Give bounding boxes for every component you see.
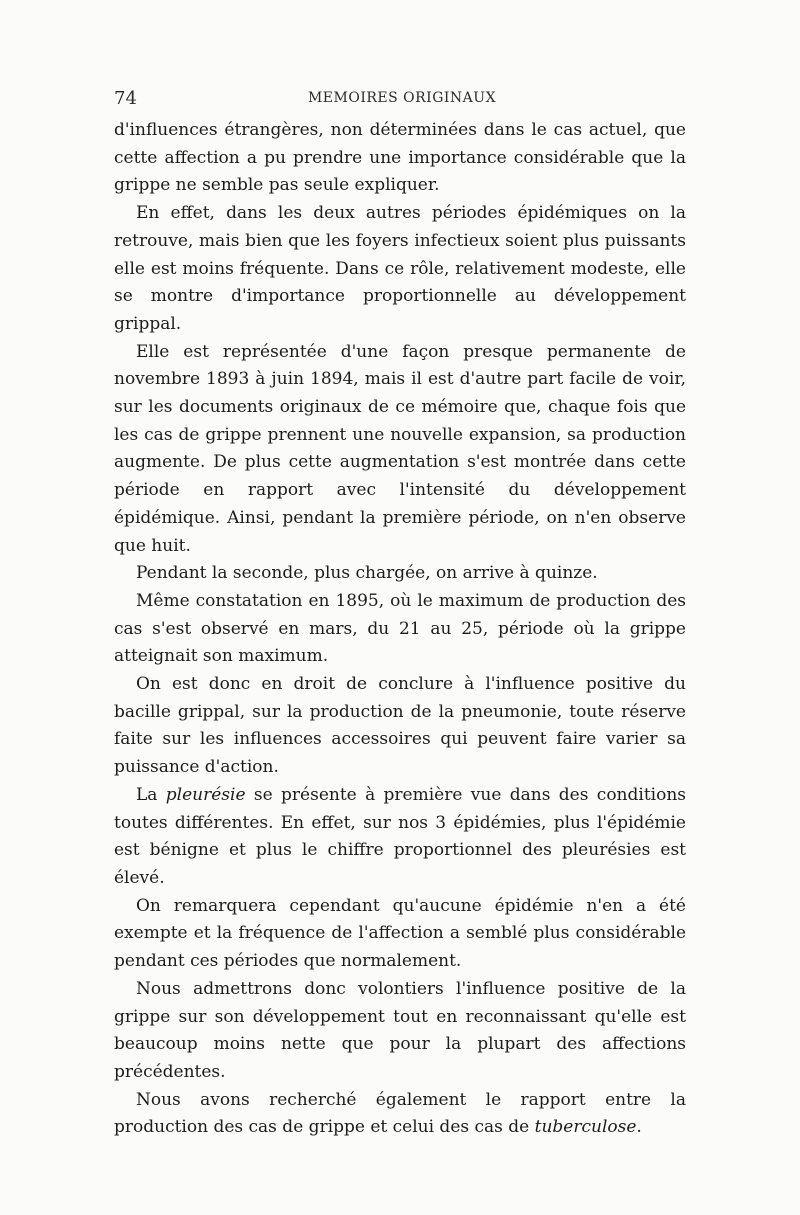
page-header (114, 88, 690, 108)
emphasis-pleuresie: pleurésie (165, 784, 246, 805)
body-text (114, 117, 686, 1142)
paragraph: Elle est représentée d'une façon presque permanente de novembre 1893 à juin 1894, mais il est d'autre part facile de voir, sur les documents originaux de ce mémoire que, chaque fois que les cas de grippe prennent une nouvelle expansion, sa production augmente. De plus cette augmentation s'est montrée dans cette période en rapport avec l'intensité du développement épidémique. Ainsi, pendant la première période, on n'en observe que huit. (114, 341, 686, 556)
paragraph: Pendant la seconde, plus chargée, on arrive à quinze. (136, 563, 598, 584)
page-number: 74 (114, 88, 137, 109)
running-title: MEMOIRES ORIGINAUX (307, 90, 497, 106)
emphasis-tuberculose: tuberculose (534, 1117, 637, 1138)
paragraph: Même constatation en 1895, où le maximum de production des cas s'est observé en mars, du 21 au 25, période où la grippe atteignait son maximum. (114, 590, 686, 667)
paragraph-rest: . (636, 1117, 642, 1138)
paragraph-lead: La (136, 784, 166, 805)
paragraph: Nous admettrons donc volontiers l'influence positive de la grippe sur son développement tout en reconnaissant qu'elle est beaucoup moins nette que pour la plupart des affections précédentes. (114, 978, 686, 1082)
paragraph-rest: se présente à première vue dans des conditions toutes différentes. En effet, sur nos 3 épidémies, plus l'épidémie est bénigne et plus le chiffre proportionnel des pleurésies est élevé. (114, 784, 687, 888)
paragraph: En effet, dans les deux autres périodes épidémiques on la retrouve, mais bien que les foyers infectieux soient plus puissants elle est moins fréquente. Dans ce rôle, relativement modeste, elle se montre d'importance proportionnelle au développement grippal. (114, 203, 686, 334)
paragraph: d'influences étrangères, non déterminées dans le cas actuel, que cette affection a pu prendre une importance considérable que la grippe ne semble pas seule expliquer. (114, 120, 686, 196)
paragraph: On remarquera cependant qu'aucune épidémie n'en a été exempte et la fréquence de l'affection a semblé plus considérable pendant ces périodes que normalement. (114, 895, 686, 972)
paragraph-lead: Nous avons recherché également le rapport entre la production des cas de grippe et celui des cas de (114, 1089, 686, 1138)
paragraph (114, 1087, 686, 1142)
paragraph: On est donc en droit de conclure à l'influence positive du bacille grippal, sur la production de la pneumonie, toute réserve faite sur les influences accessoires qui peuvent faire varier sa puissance d'action. (114, 674, 686, 778)
paragraph (114, 782, 686, 893)
